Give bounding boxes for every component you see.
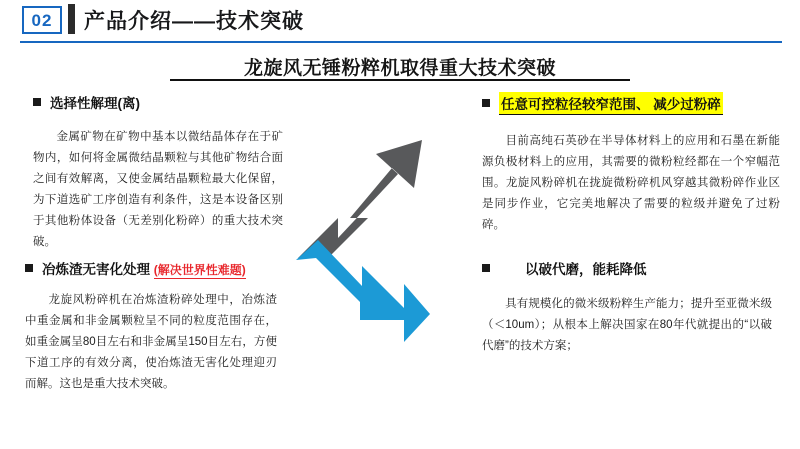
- page-title: 龙旋风无锤粉粹机取得重大技术突破: [243, 58, 556, 79]
- header-number: 02: [22, 6, 62, 34]
- block-body-text: 金属矿物在矿物中基本以微结晶体存在于矿物内，如何将金属微结晶颗粒与其他矿物结合面之间有效解离，又使金属结晶颗粒最大化保留，为下道选矿工序创造有利条件，这是本设备区别于其他粉体设备（无差别化粉碎）的重大技术突破。: [33, 131, 283, 248]
- block-body-text: 龙旋风粉碎机在冶炼渣粉碎处理中，冶炼渣中重金属和非金属颗粒呈不同的粒度范围存在，如重金属呈80目左右和非金属呈150目左右，方便下道工序的有效分离，使冶炼渣无害化处理迎刃而解。这也是重大技术突破。: [25, 294, 277, 390]
- block-heading-text: 冶炼渣无害化处理: [42, 262, 150, 277]
- block-body: [482, 294, 772, 357]
- square-bullet-icon: [482, 264, 490, 272]
- square-bullet-icon: [482, 99, 490, 107]
- square-bullet-icon: [33, 98, 41, 106]
- square-bullet-icon: [25, 264, 33, 272]
- block-body: [482, 131, 780, 236]
- blue-arrow-down-right-icon: [296, 240, 430, 342]
- block-heading-note: (解决世界性难题): [153, 263, 246, 277]
- block-heading: [482, 92, 782, 115]
- block-heading-text: 以破代磨，能耗降低: [525, 262, 647, 277]
- block-heading: [482, 258, 782, 278]
- block-body-text: 具有规模化的微米级粉粹生产能力；提升至亚微米级（＜10um）；从根本上解决国家在80年代就提出的“以破代磨”的技术方案；: [482, 298, 772, 352]
- header-rule: [20, 41, 782, 43]
- block-body: [25, 290, 277, 395]
- slide-header: [0, 0, 800, 46]
- page-title-underline: [170, 79, 630, 81]
- center-arrows-graphic: [290, 110, 490, 370]
- header-title: 产品介绍——技术突破: [84, 10, 304, 33]
- block-selective-cleavage: [33, 92, 283, 253]
- block-crushing-instead-of-grinding: [482, 258, 782, 357]
- block-body: [33, 127, 283, 253]
- block-slag-harmless-treatment: [25, 258, 283, 395]
- block-heading-highlighted-text: 任意可控粒径较窄范围、 减少过粉碎: [499, 92, 723, 115]
- header-divider-bar: [68, 4, 75, 34]
- block-controllable-particle-size: [482, 92, 782, 236]
- block-heading: [33, 92, 283, 112]
- block-heading-text: 选择性解理(离): [50, 96, 140, 111]
- block-body-text: 目前高纯石英砂在半导体材料上的应用和石墨在新能源负极材料上的应用，其需要的微粉粒经都在一个窄幅范围。龙旋风粉碎机在拢旋微粉碎机风穿越其微粉碎作业区是同步作业，它完美地解决了需要的粒级并避免了过粉碎。: [482, 135, 780, 231]
- block-heading: [25, 258, 283, 278]
- gray-arrow-up-right-icon: [298, 140, 422, 258]
- arrows-svg: [290, 110, 490, 370]
